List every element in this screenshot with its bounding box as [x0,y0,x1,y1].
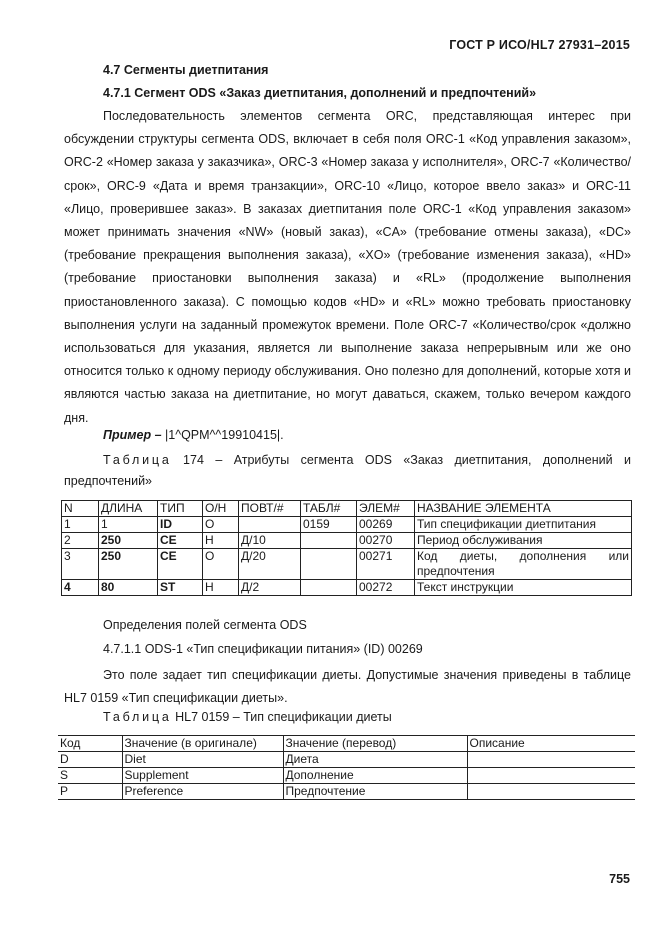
cell: S [58,768,122,784]
header-cell: О/Н [203,501,239,517]
header-cell: N [62,501,99,517]
cell [301,549,357,580]
cell: 3 [62,549,99,580]
cell: Предпочтение [283,784,467,800]
cell [467,784,635,800]
table-row [62,533,632,549]
cell [467,752,635,768]
header-cell: НАЗВАНИЕ ЭЛЕМЕНТА [415,501,632,517]
header-cell: Описание [467,736,635,752]
cell: 80 [99,580,158,596]
cell: 1 [99,517,158,533]
definitions-heading: Определения полей сегмента ODS [103,618,307,632]
table-row [62,580,632,596]
header-cell: ЭЛЕМ# [357,501,415,517]
cell: Д/20 [239,549,301,580]
example-label: Пример – [103,428,162,442]
standard-header: ГОСТ Р ИСО/HL7 27931–2015 [449,38,630,52]
header-cell: Значение (перевод) [283,736,467,752]
cell: Д/10 [239,533,301,549]
cell: P [58,784,122,800]
header-cell: ТИП [158,501,203,517]
table-row [58,784,635,800]
header-cell: ПОВТ/# [239,501,301,517]
cell: 250 [99,549,158,580]
cell: Дополнение [283,768,467,784]
cell: 1 [62,517,99,533]
cell: ID [158,517,203,533]
table-174 [61,500,632,596]
page-number: 755 [609,872,630,886]
cell: 00270 [357,533,415,549]
table-row [62,517,632,533]
body-paragraph-1: Последовательность элементов сегмента ORC, представляющая интерес при обсуждении структуры сегмента ODS, включает в себя поля ORC-1 «Код управления заказом», ORC-2 «Номер заказа у заказчика», ORC-3 «Номер заказа у исполнителя», ORC-7 «Количество/срок», ORC-9 «Дата и время транзакции», ORC-10 «Лицо, которое ввело заказ» и ORC-11 «Лицо, проверившее заказ». В заказах диетпитания поле ORC-1 «Код управления заказом» может принимать значения «NW» (новый заказ), «CA» (требование отмены заказа), «DC» (требование прекращения выполнения заказа), «XO» (требование изменения заказа), «HD» (требование приостановки выполнения заказа) и «RL» (продолжение выполнения приостановленного заказа). С помощью кодов «HD» и «RL» можно требовать приостановку выполнения услуги на заданный промежуток времени. Поле ORC-7 «Количество/срок «должно использоваться для указания, является ли выполнение заказа непрерывным или же оно относится только к одному периоду обслуживания. Оно полезно для дополнений, которые хотя и являются частью заказа на диетпитание, но могут даваться, скажем, только вечером каждого дня. [64,109,631,425]
table-row [58,752,635,768]
header-cell: Значение (в оригинале) [122,736,283,752]
cell: Н [203,580,239,596]
table-0159-caption [64,710,392,724]
cell: 00269 [357,517,415,533]
header-cell: Код [58,736,122,752]
table-0159-caption-word: Таблица [103,710,172,724]
cell: 00272 [357,580,415,596]
cell: О [203,517,239,533]
table-174-caption [64,450,631,492]
header-cell: ДЛИНА [99,501,158,517]
table-header-row [58,736,635,752]
cell [467,768,635,784]
table-0159-caption-text: HL7 0159 – Тип спецификации диеты [175,710,392,724]
cell: Диета [283,752,467,768]
table-row [62,549,632,580]
table-174-caption-word: Таблица [103,453,172,467]
table-header-row [62,501,632,517]
table-0159 [58,735,635,800]
cell: 4 [62,580,99,596]
cell: Текст инструкции [415,580,632,596]
cell: Период обслуживания [415,533,632,549]
table-row [58,768,635,784]
cell: 2 [62,533,99,549]
cell: 0159 [301,517,357,533]
cell: Д/2 [239,580,301,596]
table-174-caption-text: 174 – Атрибуты сегмента ODS «Заказ диетпитания, дополнений и предпочтений» [64,453,631,488]
cell: CE [158,549,203,580]
cell: Н [203,533,239,549]
section-title: 4.7 Сегменты диетпитания [103,63,269,77]
cell: CE [158,533,203,549]
cell: О [203,549,239,580]
example-value: |1^QPM^^19910415|. [165,428,284,442]
cell: Тип спецификации диетпитания [415,517,632,533]
cell: Preference [122,784,283,800]
cell: Diet [122,752,283,768]
cell: 00271 [357,549,415,580]
cell: D [58,752,122,768]
cell [239,517,301,533]
cell: 250 [99,533,158,549]
cell: Supplement [122,768,283,784]
field-heading: 4.7.1.1 ODS-1 «Тип спецификации питания» (ID) 00269 [103,642,423,656]
header-cell: ТАБЛ# [301,501,357,517]
example-line [103,428,284,442]
cell [301,580,357,596]
cell [301,533,357,549]
body-paragraph-2: Это поле задает тип спецификации диеты. Допустимые значения приведены в таблице HL7 0159 «Тип спецификации диеты». [64,668,631,706]
subsection-title: 4.7.1 Сегмент ODS «Заказ диетпитания, дополнений и предпочтений» [103,86,537,100]
cell: Код диеты, дополнения или предпочтения [415,549,632,580]
cell: ST [158,580,203,596]
